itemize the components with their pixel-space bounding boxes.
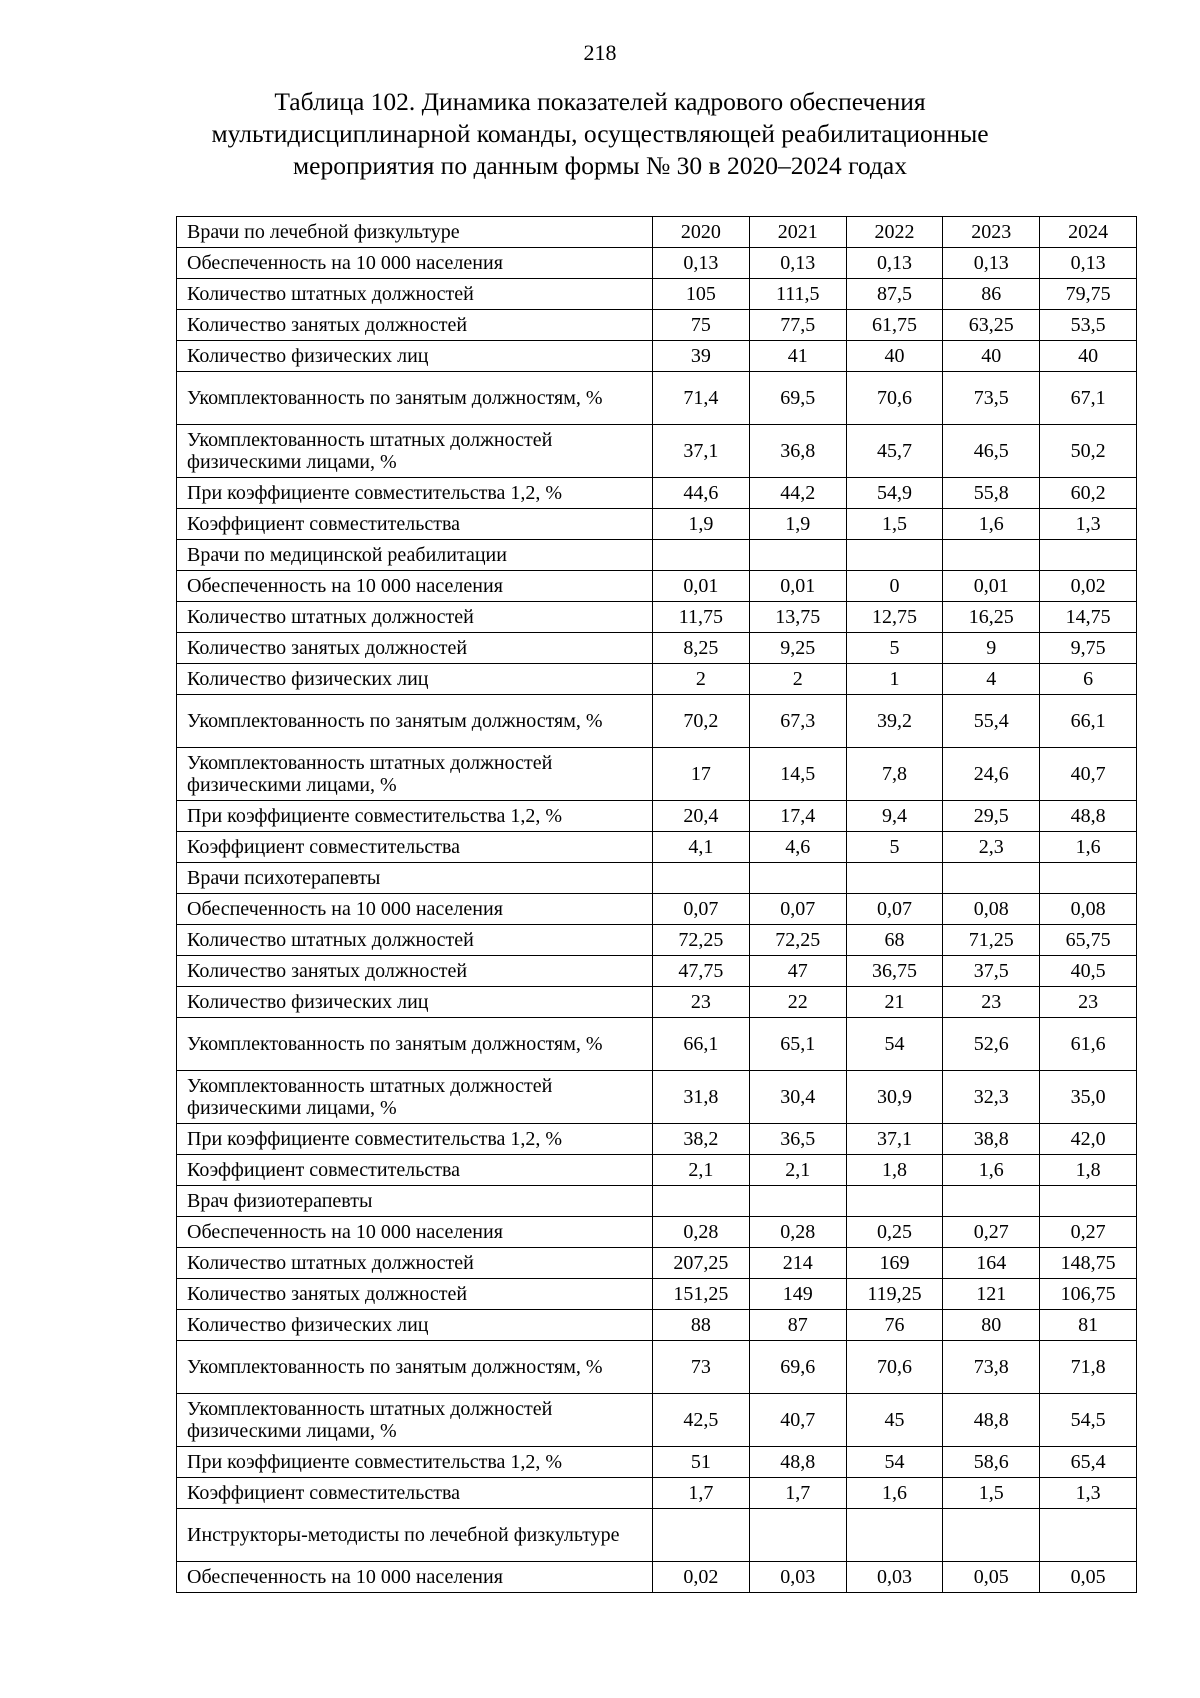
value-cell: 39,2 <box>846 695 943 748</box>
row-label: Количество физических лиц <box>177 1310 653 1341</box>
value-cell: 0,02 <box>653 1562 750 1593</box>
value-cell: 61,6 <box>1040 1018 1137 1071</box>
table-row <box>177 478 1137 509</box>
table-row <box>177 248 1137 279</box>
value-cell: 207,25 <box>653 1248 750 1279</box>
value-cell: 4,6 <box>749 832 846 863</box>
value-cell: 23 <box>1040 987 1137 1018</box>
value-cell: 2022 <box>846 217 943 248</box>
row-label: Коэффициент совместительства <box>177 832 653 863</box>
value-cell: 2020 <box>653 217 750 248</box>
value-cell: 105 <box>653 279 750 310</box>
value-cell: 6 <box>1040 664 1137 695</box>
value-cell: 1,6 <box>846 1478 943 1509</box>
value-cell: 1,9 <box>653 509 750 540</box>
value-cell: 169 <box>846 1248 943 1279</box>
value-cell: 5 <box>846 832 943 863</box>
value-cell: 9,4 <box>846 801 943 832</box>
value-cell: 50,2 <box>1040 425 1137 478</box>
table-row <box>177 372 1137 425</box>
value-cell: 2,1 <box>749 1155 846 1186</box>
value-cell: 13,75 <box>749 602 846 633</box>
value-cell: 0,07 <box>653 894 750 925</box>
row-label: Врач физиотерапевты <box>177 1186 653 1217</box>
value-cell: 9 <box>943 633 1040 664</box>
table-row <box>177 571 1137 602</box>
value-cell: 37,1 <box>846 1124 943 1155</box>
value-cell: 39 <box>653 341 750 372</box>
value-cell: 2023 <box>943 217 1040 248</box>
row-label: Коэффициент совместительства <box>177 1155 653 1186</box>
table-row <box>177 1310 1137 1341</box>
row-label: Обеспеченность на 10 000 населения <box>177 1217 653 1248</box>
value-cell: 22 <box>749 987 846 1018</box>
row-label: Количество физических лиц <box>177 341 653 372</box>
value-cell: 79,75 <box>1040 279 1137 310</box>
value-cell: 0,13 <box>1040 248 1137 279</box>
table-row <box>177 217 1137 248</box>
value-cell: 66,1 <box>653 1018 750 1071</box>
value-cell: 55,4 <box>943 695 1040 748</box>
table-row <box>177 1394 1137 1447</box>
value-cell: 2,1 <box>653 1155 750 1186</box>
value-cell: 2024 <box>1040 217 1137 248</box>
value-cell: 35,0 <box>1040 1071 1137 1124</box>
value-cell: 45 <box>846 1394 943 1447</box>
row-label: Укомплектованность по занятым должностям, % <box>177 1341 653 1394</box>
value-cell: 1,5 <box>846 509 943 540</box>
value-cell <box>1040 863 1137 894</box>
table-row <box>177 1562 1137 1593</box>
value-cell: 87 <box>749 1310 846 1341</box>
value-cell: 48,8 <box>943 1394 1040 1447</box>
value-cell: 37,1 <box>653 425 750 478</box>
row-label: Количество занятых должностей <box>177 310 653 341</box>
value-cell: 36,5 <box>749 1124 846 1155</box>
value-cell: 30,9 <box>846 1071 943 1124</box>
table-row <box>177 1509 1137 1562</box>
value-cell: 2,3 <box>943 832 1040 863</box>
value-cell: 67,3 <box>749 695 846 748</box>
table-row <box>177 425 1137 478</box>
table-row <box>177 633 1137 664</box>
value-cell: 40 <box>943 341 1040 372</box>
row-label: Инструкторы-методисты по лечебной физкультуре <box>177 1509 653 1562</box>
table-row <box>177 832 1137 863</box>
value-cell: 4 <box>943 664 1040 695</box>
table-row <box>177 664 1137 695</box>
value-cell: 36,75 <box>846 956 943 987</box>
value-cell: 44,6 <box>653 478 750 509</box>
value-cell: 214 <box>749 1248 846 1279</box>
table-row <box>177 894 1137 925</box>
value-cell: 0,13 <box>846 248 943 279</box>
value-cell: 0,25 <box>846 1217 943 1248</box>
value-cell: 70,6 <box>846 372 943 425</box>
table-row <box>177 1217 1137 1248</box>
row-label: Укомплектованность по занятым должностям, % <box>177 372 653 425</box>
value-cell <box>749 863 846 894</box>
value-cell: 42,5 <box>653 1394 750 1447</box>
value-cell <box>653 1509 750 1562</box>
value-cell: 0,01 <box>749 571 846 602</box>
value-cell: 111,5 <box>749 279 846 310</box>
row-label: Укомплектованность штатных должностей физическими лицами, % <box>177 1394 653 1447</box>
value-cell: 70,6 <box>846 1341 943 1394</box>
table-row <box>177 801 1137 832</box>
value-cell: 29,5 <box>943 801 1040 832</box>
value-cell: 12,75 <box>846 602 943 633</box>
value-cell: 36,8 <box>749 425 846 478</box>
value-cell <box>749 1509 846 1562</box>
value-cell: 0,13 <box>943 248 1040 279</box>
value-cell: 69,5 <box>749 372 846 425</box>
table-row <box>177 341 1137 372</box>
value-cell: 73,8 <box>943 1341 1040 1394</box>
row-label: Количество занятых должностей <box>177 1279 653 1310</box>
value-cell: 119,25 <box>846 1279 943 1310</box>
value-cell: 0,28 <box>749 1217 846 1248</box>
value-cell: 47,75 <box>653 956 750 987</box>
value-cell: 9,25 <box>749 633 846 664</box>
value-cell <box>1040 540 1137 571</box>
table-row <box>177 509 1137 540</box>
row-label: Врачи по лечебной физкультуре <box>177 217 653 248</box>
value-cell: 71,4 <box>653 372 750 425</box>
table-row <box>177 863 1137 894</box>
value-cell: 23 <box>943 987 1040 1018</box>
value-cell <box>653 863 750 894</box>
value-cell: 65,75 <box>1040 925 1137 956</box>
row-label: Укомплектованность штатных должностей физическими лицами, % <box>177 425 653 478</box>
value-cell: 47 <box>749 956 846 987</box>
row-label: Количество штатных должностей <box>177 1248 653 1279</box>
table-caption <box>150 86 1050 182</box>
value-cell: 0,13 <box>749 248 846 279</box>
value-cell: 16,25 <box>943 602 1040 633</box>
value-cell: 0,27 <box>943 1217 1040 1248</box>
value-cell: 17,4 <box>749 801 846 832</box>
row-label: Врачи по медицинской реабилитации <box>177 540 653 571</box>
value-cell: 5 <box>846 633 943 664</box>
row-label: Обеспеченность на 10 000 населения <box>177 571 653 602</box>
table-row <box>177 1186 1137 1217</box>
value-cell: 1,3 <box>1040 1478 1137 1509</box>
value-cell: 48,8 <box>1040 801 1137 832</box>
value-cell: 40 <box>1040 341 1137 372</box>
value-cell: 37,5 <box>943 956 1040 987</box>
table-row <box>177 1248 1137 1279</box>
row-label: Количество штатных должностей <box>177 925 653 956</box>
value-cell: 66,1 <box>1040 695 1137 748</box>
value-cell: 2021 <box>749 217 846 248</box>
row-label: Врачи психотерапевты <box>177 863 653 894</box>
row-label: При коэффициенте совместительства 1,2, % <box>177 1124 653 1155</box>
value-cell: 54 <box>846 1018 943 1071</box>
value-cell: 52,6 <box>943 1018 1040 1071</box>
value-cell: 75 <box>653 310 750 341</box>
value-cell <box>653 540 750 571</box>
value-cell: 2 <box>653 664 750 695</box>
value-cell: 72,25 <box>749 925 846 956</box>
caption-line: мероприятия по данным формы № 30 в 2020–2024 годах <box>293 151 907 180</box>
table-body <box>177 217 1137 1593</box>
value-cell: 9,75 <box>1040 633 1137 664</box>
row-label: Коэффициент совместительства <box>177 1478 653 1509</box>
value-cell <box>846 540 943 571</box>
value-cell: 1,5 <box>943 1478 1040 1509</box>
value-cell: 38,2 <box>653 1124 750 1155</box>
value-cell: 1,8 <box>846 1155 943 1186</box>
value-cell: 81 <box>1040 1310 1137 1341</box>
value-cell: 40 <box>846 341 943 372</box>
value-cell: 0,08 <box>1040 894 1137 925</box>
value-cell: 65,1 <box>749 1018 846 1071</box>
value-cell: 31,8 <box>653 1071 750 1124</box>
value-cell: 58,6 <box>943 1447 1040 1478</box>
value-cell: 77,5 <box>749 310 846 341</box>
value-cell <box>943 1509 1040 1562</box>
row-label: Количество занятых должностей <box>177 956 653 987</box>
caption-line: мультидисциплинарной команды, осуществляющей реабилитационные <box>211 119 989 148</box>
value-cell: 1,6 <box>943 509 1040 540</box>
value-cell: 1,6 <box>1040 832 1137 863</box>
value-cell: 0,03 <box>749 1562 846 1593</box>
value-cell: 71,8 <box>1040 1341 1137 1394</box>
value-cell: 0,01 <box>943 571 1040 602</box>
value-cell: 0,07 <box>749 894 846 925</box>
value-cell: 21 <box>846 987 943 1018</box>
value-cell: 0,03 <box>846 1562 943 1593</box>
table-row <box>177 695 1137 748</box>
value-cell: 1,3 <box>1040 509 1137 540</box>
value-cell: 0,13 <box>653 248 750 279</box>
table-row <box>177 748 1137 801</box>
value-cell: 60,2 <box>1040 478 1137 509</box>
value-cell <box>846 863 943 894</box>
value-cell: 17 <box>653 748 750 801</box>
value-cell: 1,6 <box>943 1155 1040 1186</box>
value-cell: 148,75 <box>1040 1248 1137 1279</box>
page-number: 218 <box>583 40 617 65</box>
value-cell <box>846 1186 943 1217</box>
row-label: При коэффициенте совместительства 1,2, % <box>177 478 653 509</box>
value-cell: 73,5 <box>943 372 1040 425</box>
row-label: Количество занятых должностей <box>177 633 653 664</box>
row-label: Укомплектованность штатных должностей физическими лицами, % <box>177 1071 653 1124</box>
value-cell <box>749 1186 846 1217</box>
value-cell: 14,75 <box>1040 602 1137 633</box>
row-label: Количество физических лиц <box>177 664 653 695</box>
table-row <box>177 1279 1137 1310</box>
value-cell: 86 <box>943 279 1040 310</box>
value-cell: 40,5 <box>1040 956 1137 987</box>
value-cell: 68 <box>846 925 943 956</box>
value-cell: 2 <box>749 664 846 695</box>
value-cell: 0,28 <box>653 1217 750 1248</box>
value-cell: 1,7 <box>749 1478 846 1509</box>
row-label: Количество штатных должностей <box>177 602 653 633</box>
value-cell: 1,7 <box>653 1478 750 1509</box>
value-cell: 45,7 <box>846 425 943 478</box>
value-cell: 46,5 <box>943 425 1040 478</box>
value-cell: 40,7 <box>1040 748 1137 801</box>
value-cell: 32,3 <box>943 1071 1040 1124</box>
value-cell: 0 <box>846 571 943 602</box>
value-cell: 1,9 <box>749 509 846 540</box>
table-row <box>177 279 1137 310</box>
value-cell: 20,4 <box>653 801 750 832</box>
value-cell: 164 <box>943 1248 1040 1279</box>
value-cell: 72,25 <box>653 925 750 956</box>
value-cell: 0,05 <box>943 1562 1040 1593</box>
table-row <box>177 987 1137 1018</box>
value-cell <box>653 1186 750 1217</box>
table-row <box>177 540 1137 571</box>
value-cell <box>1040 1509 1137 1562</box>
value-cell <box>943 863 1040 894</box>
value-cell: 40,7 <box>749 1394 846 1447</box>
value-cell: 73 <box>653 1341 750 1394</box>
value-cell: 0,05 <box>1040 1562 1137 1593</box>
value-cell: 80 <box>943 1310 1040 1341</box>
value-cell <box>943 540 1040 571</box>
row-label: При коэффициенте совместительства 1,2, % <box>177 801 653 832</box>
value-cell: 1,8 <box>1040 1155 1137 1186</box>
value-cell: 71,25 <box>943 925 1040 956</box>
row-label: Обеспеченность на 10 000 населения <box>177 894 653 925</box>
table-row <box>177 1341 1137 1394</box>
value-cell: 70,2 <box>653 695 750 748</box>
caption-line: Таблица 102. Динамика показателей кадрового обеспечения <box>274 87 926 116</box>
row-label: Коэффициент совместительства <box>177 509 653 540</box>
table-row <box>177 1124 1137 1155</box>
value-cell: 30,4 <box>749 1071 846 1124</box>
value-cell: 55,8 <box>943 478 1040 509</box>
staffing-table <box>176 216 1137 1593</box>
value-cell: 76 <box>846 1310 943 1341</box>
value-cell <box>1040 1186 1137 1217</box>
value-cell: 48,8 <box>749 1447 846 1478</box>
row-label: Обеспеченность на 10 000 населения <box>177 1562 653 1593</box>
row-label: Обеспеченность на 10 000 населения <box>177 248 653 279</box>
value-cell: 61,75 <box>846 310 943 341</box>
value-cell: 0,02 <box>1040 571 1137 602</box>
value-cell: 63,25 <box>943 310 1040 341</box>
value-cell: 87,5 <box>846 279 943 310</box>
value-cell: 44,2 <box>749 478 846 509</box>
value-cell: 11,75 <box>653 602 750 633</box>
table-row <box>177 956 1137 987</box>
value-cell: 42,0 <box>1040 1124 1137 1155</box>
value-cell: 38,8 <box>943 1124 1040 1155</box>
table-row <box>177 1018 1137 1071</box>
row-label: Укомплектованность по занятым должностям, % <box>177 1018 653 1071</box>
value-cell: 1 <box>846 664 943 695</box>
value-cell: 0,27 <box>1040 1217 1137 1248</box>
value-cell: 149 <box>749 1279 846 1310</box>
value-cell: 23 <box>653 987 750 1018</box>
table-row <box>177 602 1137 633</box>
value-cell: 0,07 <box>846 894 943 925</box>
value-cell: 54 <box>846 1447 943 1478</box>
value-cell: 0,01 <box>653 571 750 602</box>
row-label: Укомплектованность штатных должностей физическими лицами, % <box>177 748 653 801</box>
value-cell: 0,08 <box>943 894 1040 925</box>
table-row <box>177 310 1137 341</box>
value-cell: 54,9 <box>846 478 943 509</box>
value-cell <box>846 1509 943 1562</box>
value-cell: 24,6 <box>943 748 1040 801</box>
row-label: Количество физических лиц <box>177 987 653 1018</box>
value-cell: 53,5 <box>1040 310 1137 341</box>
value-cell: 121 <box>943 1279 1040 1310</box>
value-cell <box>749 540 846 571</box>
value-cell: 67,1 <box>1040 372 1137 425</box>
row-label: При коэффициенте совместительства 1,2, % <box>177 1447 653 1478</box>
value-cell: 14,5 <box>749 748 846 801</box>
value-cell: 7,8 <box>846 748 943 801</box>
value-cell: 41 <box>749 341 846 372</box>
value-cell: 151,25 <box>653 1279 750 1310</box>
row-label: Укомплектованность по занятым должностям, % <box>177 695 653 748</box>
table-row <box>177 1071 1137 1124</box>
value-cell: 88 <box>653 1310 750 1341</box>
value-cell <box>943 1186 1040 1217</box>
value-cell: 106,75 <box>1040 1279 1137 1310</box>
row-label: Количество штатных должностей <box>177 279 653 310</box>
value-cell: 4,1 <box>653 832 750 863</box>
table-row <box>177 1155 1137 1186</box>
value-cell: 51 <box>653 1447 750 1478</box>
value-cell: 8,25 <box>653 633 750 664</box>
value-cell: 69,6 <box>749 1341 846 1394</box>
table-row <box>177 925 1137 956</box>
value-cell: 54,5 <box>1040 1394 1137 1447</box>
value-cell: 65,4 <box>1040 1447 1137 1478</box>
table-row <box>177 1447 1137 1478</box>
table-row <box>177 1478 1137 1509</box>
